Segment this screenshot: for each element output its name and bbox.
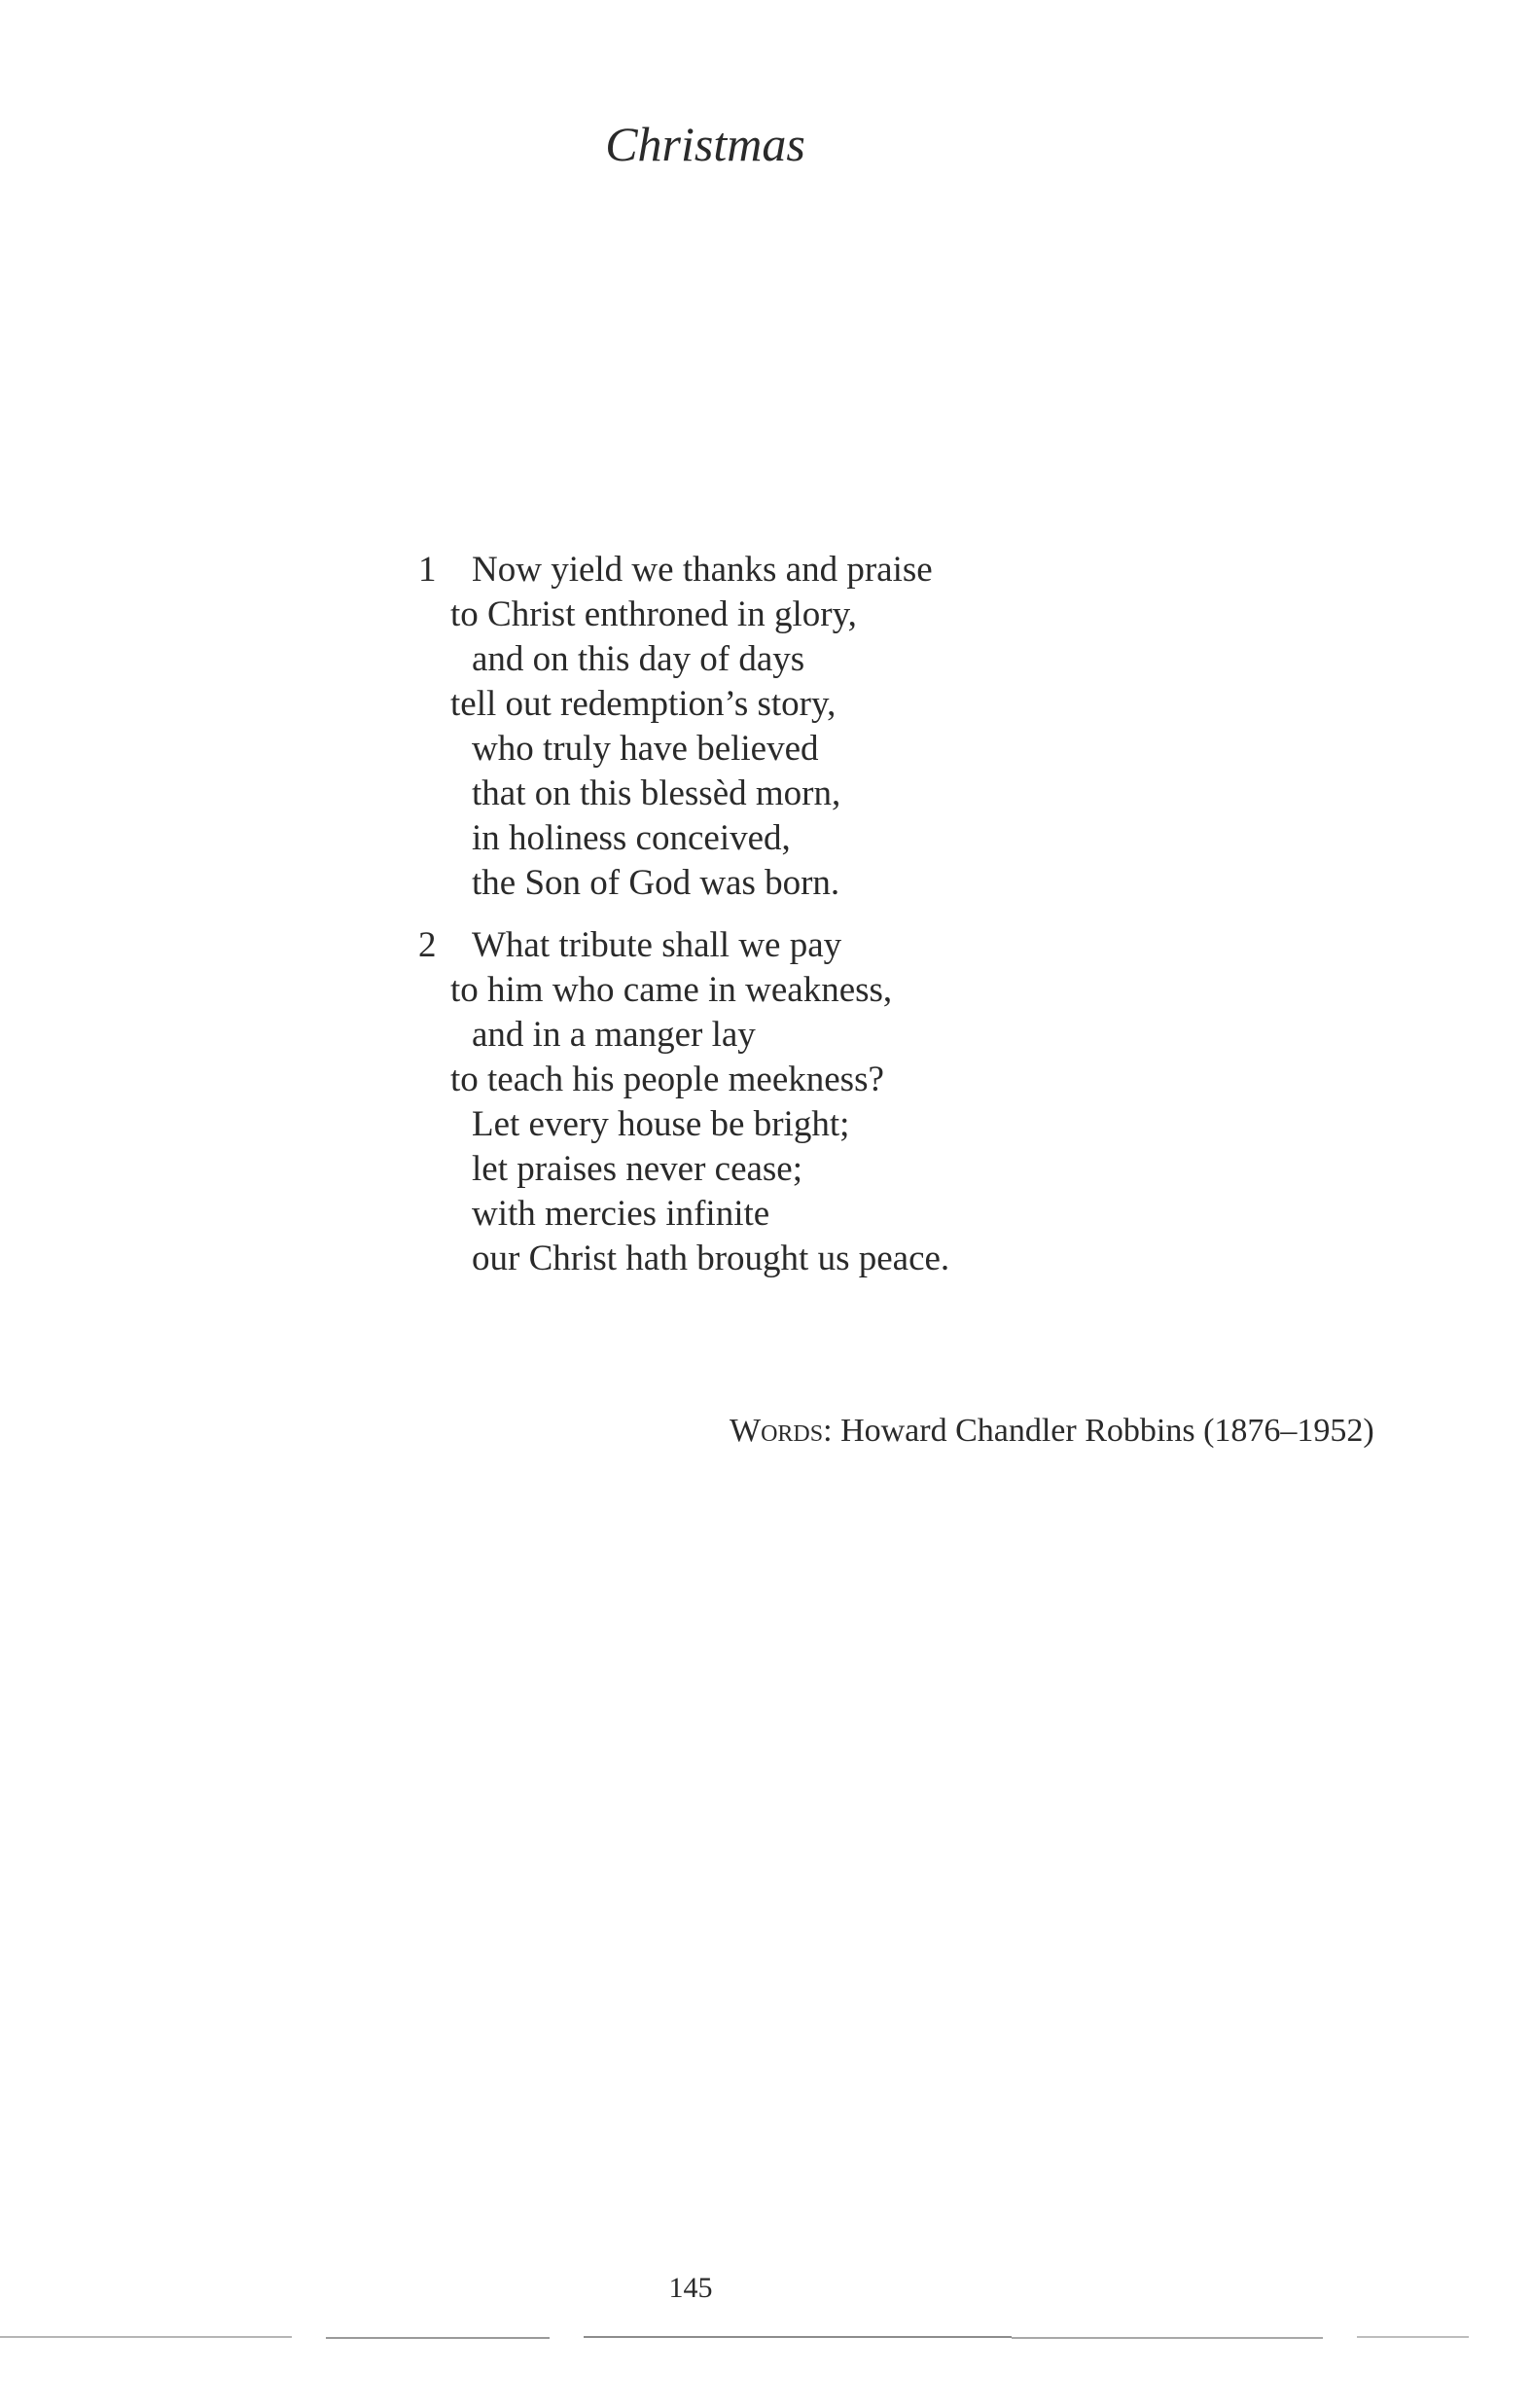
verse-line: Let every house be bright;	[472, 1104, 850, 1144]
verse-line: let praises never cease;	[472, 1149, 803, 1189]
verse-line: in holiness conceived,	[472, 818, 791, 858]
verse-line: to Christ enthroned in glory,	[450, 594, 857, 634]
verse-line: who truly have believed	[472, 729, 819, 769]
verse-line: What tribute shall we pay	[472, 925, 842, 965]
section-title: Christmas	[605, 117, 805, 171]
verse-line: with mercies infinite	[472, 1194, 770, 1234]
credit-author: Howard Chandler Robbins (1876–1952)	[840, 1413, 1374, 1449]
verse-line: and in a manger lay	[472, 1015, 756, 1055]
stanza-2	[418, 923, 949, 1281]
verse-line: Now yield we thanks and praise	[472, 550, 933, 590]
verse-line: and on this day of days	[472, 639, 805, 679]
hymn-text	[418, 548, 949, 1281]
page-number: 145	[668, 2272, 713, 2304]
verse-line: tell out redemption’s story,	[450, 684, 837, 724]
verse-line: to him who came in weakness,	[450, 970, 893, 1010]
credit-label: Words:	[730, 1413, 833, 1449]
stanza-1	[418, 548, 949, 906]
verse-line: to teach his people meekness?	[450, 1060, 884, 1099]
verse-number: 2	[418, 925, 437, 965]
verse-line: that on this blessèd morn,	[472, 773, 841, 813]
verse-number: 1	[418, 550, 437, 590]
words-credit	[730, 1411, 1374, 1452]
verse-line: the Son of God was born.	[472, 863, 840, 903]
verse-line: our Christ hath brought us peace.	[472, 1239, 950, 1278]
bottom-rule	[0, 2334, 1532, 2342]
